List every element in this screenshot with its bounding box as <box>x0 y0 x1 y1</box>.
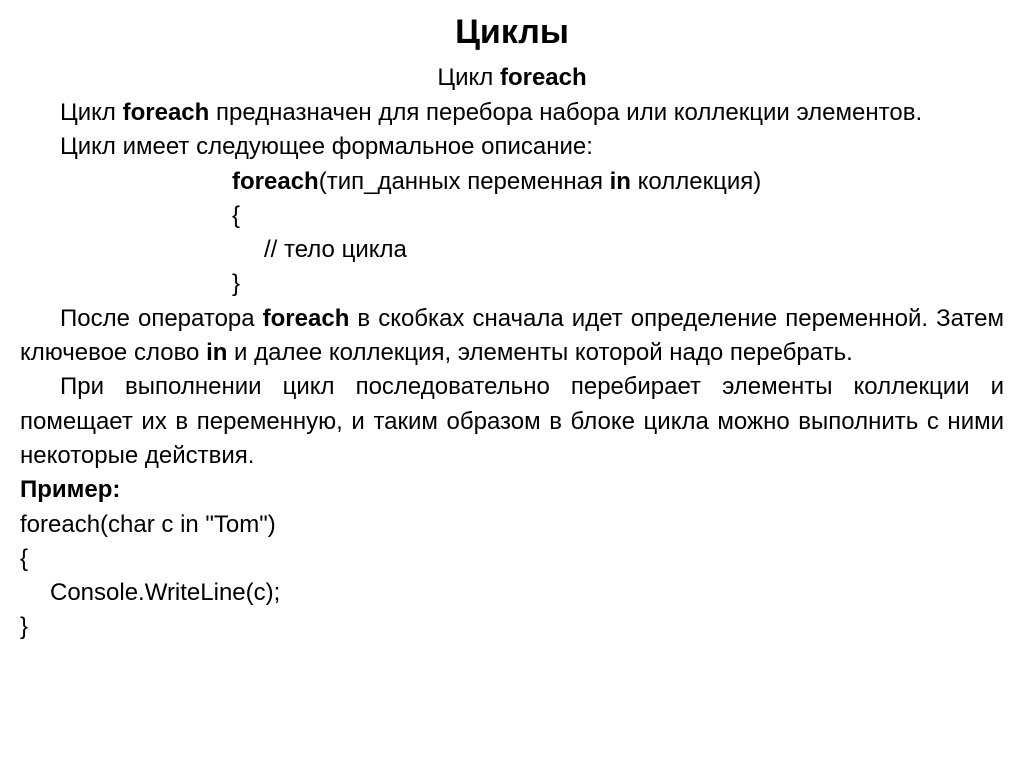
syntax-comment: // тело цикла <box>264 236 407 264</box>
paragraph-explanation-text-a: После оператора <box>60 304 263 332</box>
example-heading <box>20 473 1004 507</box>
paragraph-intro <box>20 96 1004 130</box>
syntax-collection: коллекция) <box>630 167 762 195</box>
paragraph-intro-keyword: foreach <box>122 99 210 126</box>
subtitle <box>0 62 1024 94</box>
example-line-2: { <box>20 544 29 572</box>
paragraph-intro-text-b: предназначен для перебора набора или коллекции элементов. <box>209 99 923 126</box>
paragraph-explanation-keyword-in: in <box>206 339 228 367</box>
syntax-params: (тип_данных переменная <box>318 167 610 195</box>
example-line-1: foreach(char c in "Tom") <box>20 510 276 538</box>
syntax-open-brace: { <box>232 201 241 229</box>
paragraph-intro-text-a: Цикл <box>60 99 123 126</box>
paragraph-explanation-text-b: в скобках сначала идет определение переменной. Затем ключевое слово <box>20 304 1004 367</box>
paragraph-explanation-keyword-foreach: foreach <box>262 304 350 332</box>
paragraph-execution: При выполнении цикл последовательно перебирает элементы коллекции и помещает их в переменную, и таким образом в блоке цикла можно выполнить с ними некоторые действия. <box>20 373 1004 469</box>
syntax-keyword-in: in <box>609 167 631 195</box>
content-body <box>20 96 1004 645</box>
example-heading-text: Пример: <box>20 476 121 504</box>
syntax-line-header <box>20 165 1004 199</box>
paragraph-explanation <box>20 302 1004 371</box>
subtitle-prefix: Цикл <box>437 64 500 91</box>
paragraph-syntax-intro: Цикл имеет следующее формальное описание: <box>60 133 593 161</box>
subtitle-keyword: foreach <box>499 64 587 91</box>
example-line-4: } <box>20 613 29 641</box>
page-title: Циклы <box>455 13 569 51</box>
paragraph-explanation-text-c: и далее коллекция, элементы которой надо перебрать. <box>227 339 853 367</box>
syntax-keyword-foreach: foreach <box>232 167 319 195</box>
example-line-3: Console.WriteLine(c); <box>50 579 281 607</box>
syntax-close-brace: } <box>232 270 241 298</box>
